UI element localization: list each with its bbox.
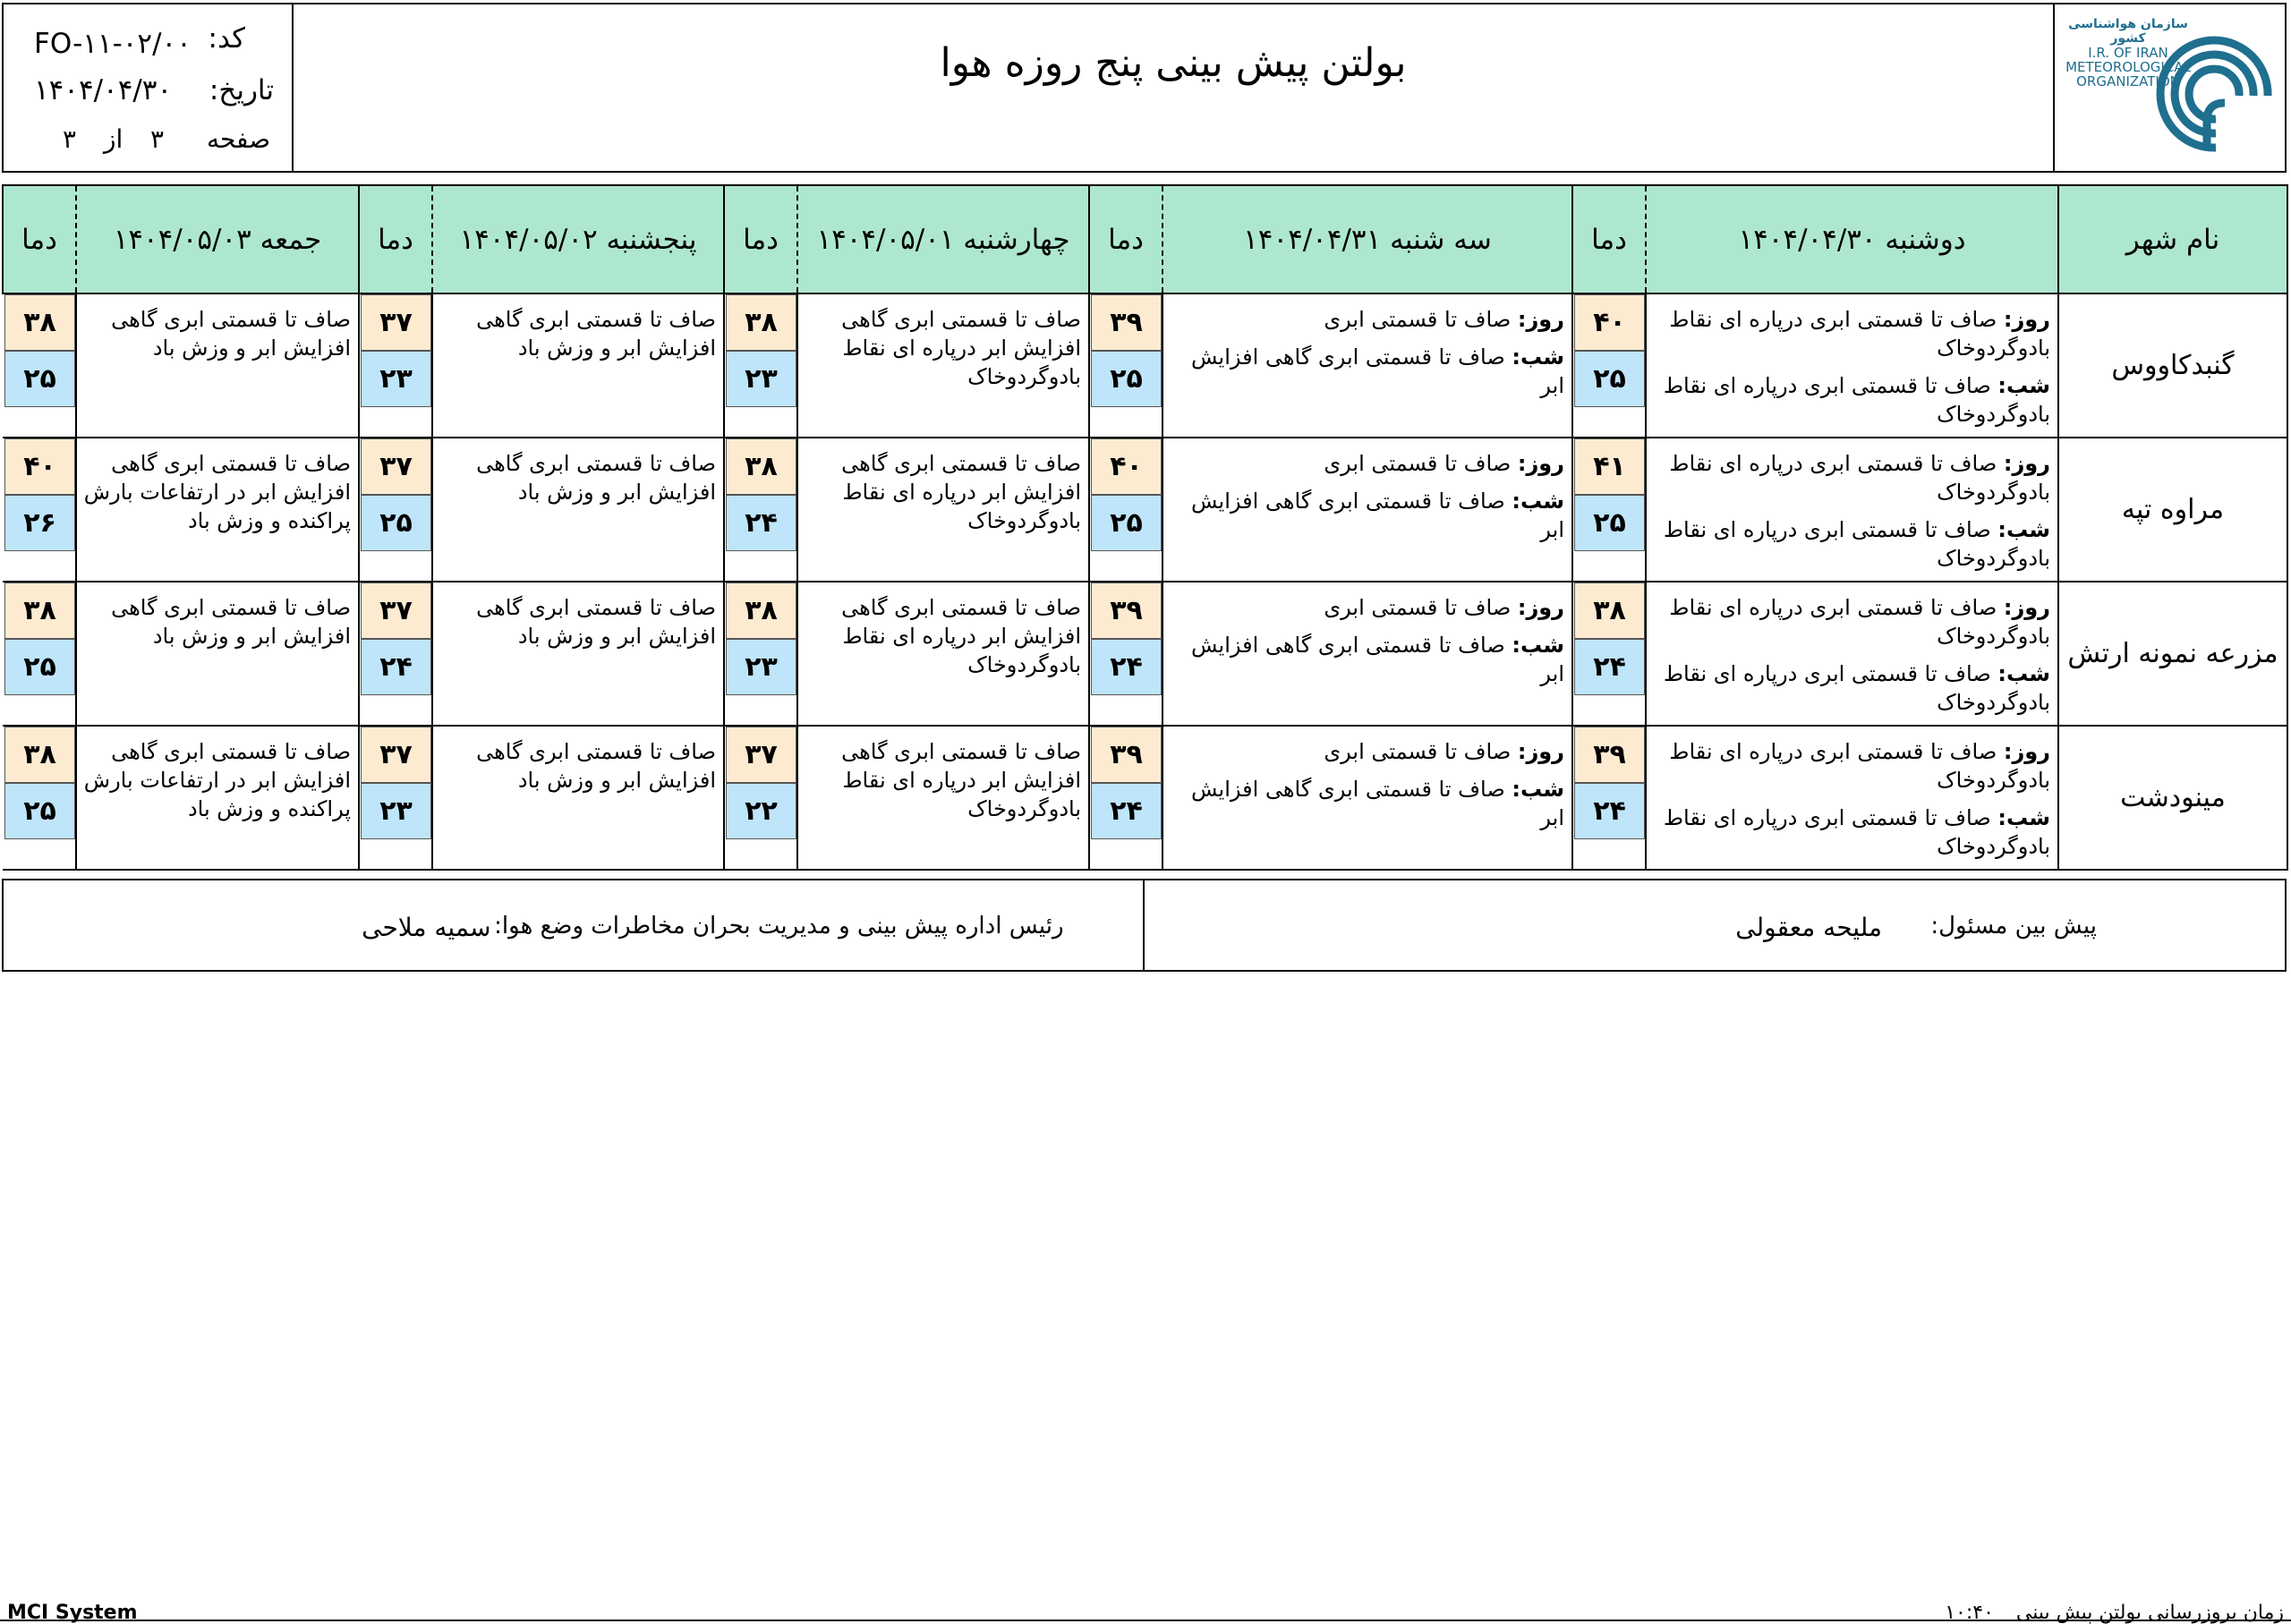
min-temp: ۲۳ (726, 639, 796, 695)
day-label: روز: (1517, 595, 1564, 620)
document-meta (4, 4, 294, 171)
night-forecast (1652, 803, 2050, 861)
temp-cell (359, 582, 432, 726)
forecast-cell (1163, 582, 1572, 726)
night-label: شب: (1997, 517, 2050, 542)
day-2-header: سه شنبه ۱۴۰۴/۰۴/۳۱ (1163, 185, 1572, 293)
city-column-header: نام شهر (2058, 185, 2287, 293)
day-label: روز: (2003, 595, 2050, 620)
max-temp: ۴۱ (1574, 438, 1645, 495)
temp-cell (1089, 438, 1163, 582)
night-forecast (1652, 515, 2050, 573)
min-temp: ۲۵ (1574, 495, 1645, 551)
day-forecast (1652, 305, 2050, 362)
day-forecast (1652, 593, 2050, 650)
temp-cell (359, 438, 432, 582)
day-forecast-text: صاف تا قسمتی ابری (1324, 307, 1512, 332)
day-5-temp-header: دما (3, 185, 76, 293)
city-name: گنبدکاووس (2058, 293, 2287, 438)
code-label: کد: (208, 22, 245, 55)
max-temp: ۳۸ (4, 582, 75, 639)
date-value: ۱۴۰۴/۰۴/۳۰ (34, 74, 173, 106)
max-temp: ۳۹ (1091, 582, 1162, 639)
max-temp: ۴۰ (1574, 294, 1645, 351)
day-forecast (1169, 305, 1564, 334)
day-forecast-text: صاف تا قسمتی ابری (1324, 739, 1512, 764)
temp-cell (1572, 293, 1646, 438)
day-label: روز: (2003, 739, 2050, 764)
min-temp: ۲۲ (726, 783, 796, 839)
forecast-text: صاف تا قسمتی ابری گاهی افزایش ابر و وزش باد (111, 595, 351, 649)
table-row (3, 293, 2287, 438)
night-forecast (1169, 343, 1564, 400)
night-forecast-text: صاف تا قسمتی ابری درپاره ای نقاط بادوگردوخاک (1663, 517, 2050, 571)
table-header-row (3, 185, 2287, 293)
night-forecast-text: صاف تا قسمتی ابری درپاره ای نقاط بادوگردوخاک (1663, 805, 2050, 859)
night-label: شب: (1512, 489, 1564, 514)
night-label: شب: (1512, 633, 1564, 658)
day-4-temp-header: دما (359, 185, 432, 293)
day-forecast-text: صاف تا قسمتی ابری درپاره ای نقاط بادوگردوخاک (1669, 739, 2050, 793)
forecaster-name: ملیحه معقولی (1735, 913, 1882, 942)
night-forecast (1169, 775, 1564, 832)
night-label: شب: (1512, 344, 1564, 370)
max-temp: ۳۹ (1091, 294, 1162, 351)
logo-persian-name: سازمان هواشناسی کشور (2068, 17, 2188, 46)
day-3-header: چهارشنبه ۱۴۰۴/۰۵/۰۱ (797, 185, 1089, 293)
table-row (3, 438, 2287, 582)
head-label: رئیس اداره پیش بینی و مدیریت بحران مخاطرات وضع هوا: (494, 913, 1064, 940)
day-label: روز: (1517, 739, 1564, 764)
signature-box (2, 879, 2287, 972)
min-temp: ۲۵ (1574, 351, 1645, 407)
temp-cell (3, 726, 76, 870)
day-forecast-text: صاف تا قسمتی ابری درپاره ای نقاط بادوگردوخاک (1669, 451, 2050, 505)
day-1-temp-header: دما (1572, 185, 1646, 293)
forecast-cell (432, 293, 724, 438)
day-forecast (1169, 737, 1564, 766)
day-1-header: دوشنبه ۱۴۰۴/۰۴/۳۰ (1646, 185, 2058, 293)
day-forecast (1652, 449, 2050, 506)
forecast-text: صاف تا قسمتی ابری گاهی افزایش ابر در ارتفاعات بارش پراکنده و وزش باد (83, 451, 351, 533)
temp-cell (3, 582, 76, 726)
day-label: روز: (1517, 307, 1564, 332)
forecast-cell (797, 726, 1089, 870)
min-temp: ۲۴ (1091, 639, 1162, 695)
day-label: روز: (1517, 451, 1564, 476)
forecast-cell (76, 293, 359, 438)
day-5-header: جمعه ۱۴۰۴/۰۵/۰۳ (76, 185, 359, 293)
night-label: شب: (1997, 805, 2050, 830)
min-temp: ۲۵ (4, 639, 75, 695)
day-forecast-text: صاف تا قسمتی ابری درپاره ای نقاط بادوگردوخاک (1669, 307, 2050, 361)
forecast-cell (432, 726, 724, 870)
forecast-cell (797, 438, 1089, 582)
day-forecast-text: صاف تا قسمتی ابری (1324, 451, 1512, 476)
day-label: روز: (2003, 451, 2050, 476)
forecast-table (2, 184, 2288, 871)
min-temp: ۲۴ (1091, 783, 1162, 839)
update-time-value: ۱۰:۴۰ (1945, 1602, 1994, 1624)
head-section (4, 880, 1145, 970)
day-3-temp-header: دما (724, 185, 797, 293)
day-label: روز: (2003, 307, 2050, 332)
max-temp: ۳۸ (4, 727, 75, 783)
temp-cell (1089, 293, 1163, 438)
day-2-temp-header: دما (1089, 185, 1163, 293)
night-label: شب: (1997, 373, 2050, 398)
forecast-cell (1646, 582, 2058, 726)
max-temp: ۳۷ (361, 727, 431, 783)
max-temp: ۳۸ (726, 438, 796, 495)
temp-cell (724, 438, 797, 582)
forecast-text: صاف تا قسمتی ابری گاهی افزایش ابر در ارتفاعات بارش پراکنده و وزش باد (83, 739, 351, 821)
update-label: زمان بروزرسانی بولتن پیش بینی (2015, 1602, 2284, 1624)
min-temp: ۲۴ (361, 639, 431, 695)
temp-cell (1572, 726, 1646, 870)
day-forecast-text: صاف تا قسمتی ابری درپاره ای نقاط بادوگردوخاک (1669, 595, 2050, 649)
city-name: مراوه تپه (2058, 438, 2287, 582)
night-forecast-text: صاف تا قسمتی ابری گاهی افزایش ابر (1190, 633, 1564, 686)
min-temp: ۲۳ (726, 351, 796, 407)
max-temp: ۳۸ (1574, 582, 1645, 639)
page-title: بولتن پیش بینی پنج روزه هوا (940, 40, 1407, 86)
forecast-cell (1646, 726, 2058, 870)
max-temp: ۳۷ (726, 727, 796, 783)
forecast-text: صاف تا قسمتی ابری گاهی افزایش ابر درپاره ای نقاط بادوگردوخاک (841, 595, 1081, 677)
page-of-label: از (104, 124, 123, 154)
temp-cell (1089, 582, 1163, 726)
max-temp: ۴۰ (1091, 438, 1162, 495)
night-forecast (1652, 659, 2050, 717)
min-temp: ۲۴ (726, 495, 796, 551)
logo-line-3: ORGANIZATION (2076, 73, 2180, 89)
min-temp: ۲۳ (361, 351, 431, 407)
min-temp: ۲۵ (1091, 351, 1162, 407)
day-4-header: پنجشنبه ۱۴۰۴/۰۵/۰۲ (432, 185, 724, 293)
logo-cell (2053, 4, 2285, 171)
forecast-text: صاف تا قسمتی ابری گاهی افزایش ابر و وزش باد (476, 595, 716, 649)
city-name: مینودشت (2058, 726, 2287, 870)
min-temp: ۲۵ (4, 351, 75, 407)
forecast-cell (76, 438, 359, 582)
max-temp: ۳۷ (361, 294, 431, 351)
day-forecast (1169, 449, 1564, 478)
temp-cell (724, 582, 797, 726)
day-forecast (1652, 737, 2050, 795)
forecast-text: صاف تا قسمتی ابری گاهی افزایش ابر و وزش باد (476, 739, 716, 793)
forecast-cell (432, 438, 724, 582)
max-temp: ۳۷ (361, 438, 431, 495)
temp-cell (3, 293, 76, 438)
date-label: تاریخ: (209, 74, 274, 106)
night-forecast-text: صاف تا قسمتی ابری گاهی افزایش ابر (1190, 344, 1564, 398)
forecast-text: صاف تا قسمتی ابری گاهی افزایش ابر درپاره ای نقاط بادوگردوخاک (841, 739, 1081, 821)
update-time (1945, 1602, 2284, 1624)
forecast-cell (432, 582, 724, 726)
night-forecast (1169, 631, 1564, 688)
forecast-cell (797, 582, 1089, 726)
temp-cell (359, 726, 432, 870)
head-name: سمیه ملاحی (362, 913, 491, 942)
min-temp: ۲۴ (1574, 783, 1645, 839)
max-temp: ۳۸ (726, 294, 796, 351)
max-temp: ۳۹ (1574, 727, 1645, 783)
temp-cell (3, 438, 76, 582)
forecast-text: صاف تا قسمتی ابری گاهی افزایش ابر و وزش باد (476, 307, 716, 361)
max-temp: ۳۸ (726, 582, 796, 639)
forecast-text: صاف تا قسمتی ابری گاهی افزایش ابر و وزش باد (476, 451, 716, 505)
temp-cell (1572, 438, 1646, 582)
page-number: ۳ (150, 124, 165, 154)
night-forecast (1652, 371, 2050, 429)
forecast-cell (76, 582, 359, 726)
table-row (3, 726, 2287, 870)
forecast-cell (1163, 293, 1572, 438)
forecast-cell (1646, 293, 2058, 438)
forecast-text: صاف تا قسمتی ابری گاهی افزایش ابر درپاره ای نقاط بادوگردوخاک (841, 451, 1081, 533)
night-label: شب: (1512, 777, 1564, 802)
max-temp: ۳۷ (361, 582, 431, 639)
temp-cell (1572, 582, 1646, 726)
min-temp: ۲۵ (361, 495, 431, 551)
night-forecast (1169, 487, 1564, 544)
day-forecast (1169, 593, 1564, 622)
system-label: MCI System (7, 1602, 138, 1624)
meteorological-logo-icon (2153, 13, 2278, 166)
forecaster-section (1143, 880, 2286, 970)
forecast-cell (76, 726, 359, 870)
min-temp: ۲۵ (1091, 495, 1162, 551)
page-label: صفحه (206, 124, 270, 154)
night-forecast-text: صاف تا قسمتی ابری درپاره ای نقاط بادوگردوخاک (1663, 661, 2050, 715)
bulletin-header (2, 3, 2287, 173)
forecast-cell (1163, 726, 1572, 870)
logo-line-2: METEOROLOGICAL (2065, 59, 2191, 75)
temp-cell (1089, 726, 1163, 870)
min-temp: ۲۵ (4, 783, 75, 839)
table-row (3, 582, 2287, 726)
night-label: شب: (1997, 661, 2050, 686)
forecast-text: صاف تا قسمتی ابری گاهی افزایش ابر درپاره ای نقاط بادوگردوخاک (841, 307, 1081, 389)
forecast-text: صاف تا قسمتی ابری گاهی افزایش ابر و وزش باد (111, 307, 351, 361)
max-temp: ۳۸ (4, 294, 75, 351)
temp-cell (724, 293, 797, 438)
min-temp: ۲۳ (361, 783, 431, 839)
forecast-cell (797, 293, 1089, 438)
temp-cell (359, 293, 432, 438)
city-name: مزرعه نمونه ارتش (2058, 582, 2287, 726)
logo-line-1: I.R. OF IRAN (2088, 45, 2168, 61)
min-temp: ۲۶ (4, 495, 75, 551)
night-forecast-text: صاف تا قسمتی ابری گاهی افزایش ابر (1190, 777, 1564, 830)
min-temp: ۲۴ (1574, 639, 1645, 695)
page-total: ۳ (63, 124, 77, 154)
forecast-cell (1163, 438, 1572, 582)
code-value: FO-۱۱-۰۲/۰۰ (34, 28, 192, 60)
temp-cell (724, 726, 797, 870)
forecast-cell (1646, 438, 2058, 582)
forecaster-label: پیش بین مسئول: (1930, 913, 2097, 940)
max-temp: ۴۰ (4, 438, 75, 495)
max-temp: ۳۹ (1091, 727, 1162, 783)
day-forecast-text: صاف تا قسمتی ابری (1324, 595, 1512, 620)
night-forecast-text: صاف تا قسمتی ابری گاهی افزایش ابر (1190, 489, 1564, 542)
night-forecast-text: صاف تا قسمتی ابری درپاره ای نقاط بادوگردوخاک (1663, 373, 2050, 427)
